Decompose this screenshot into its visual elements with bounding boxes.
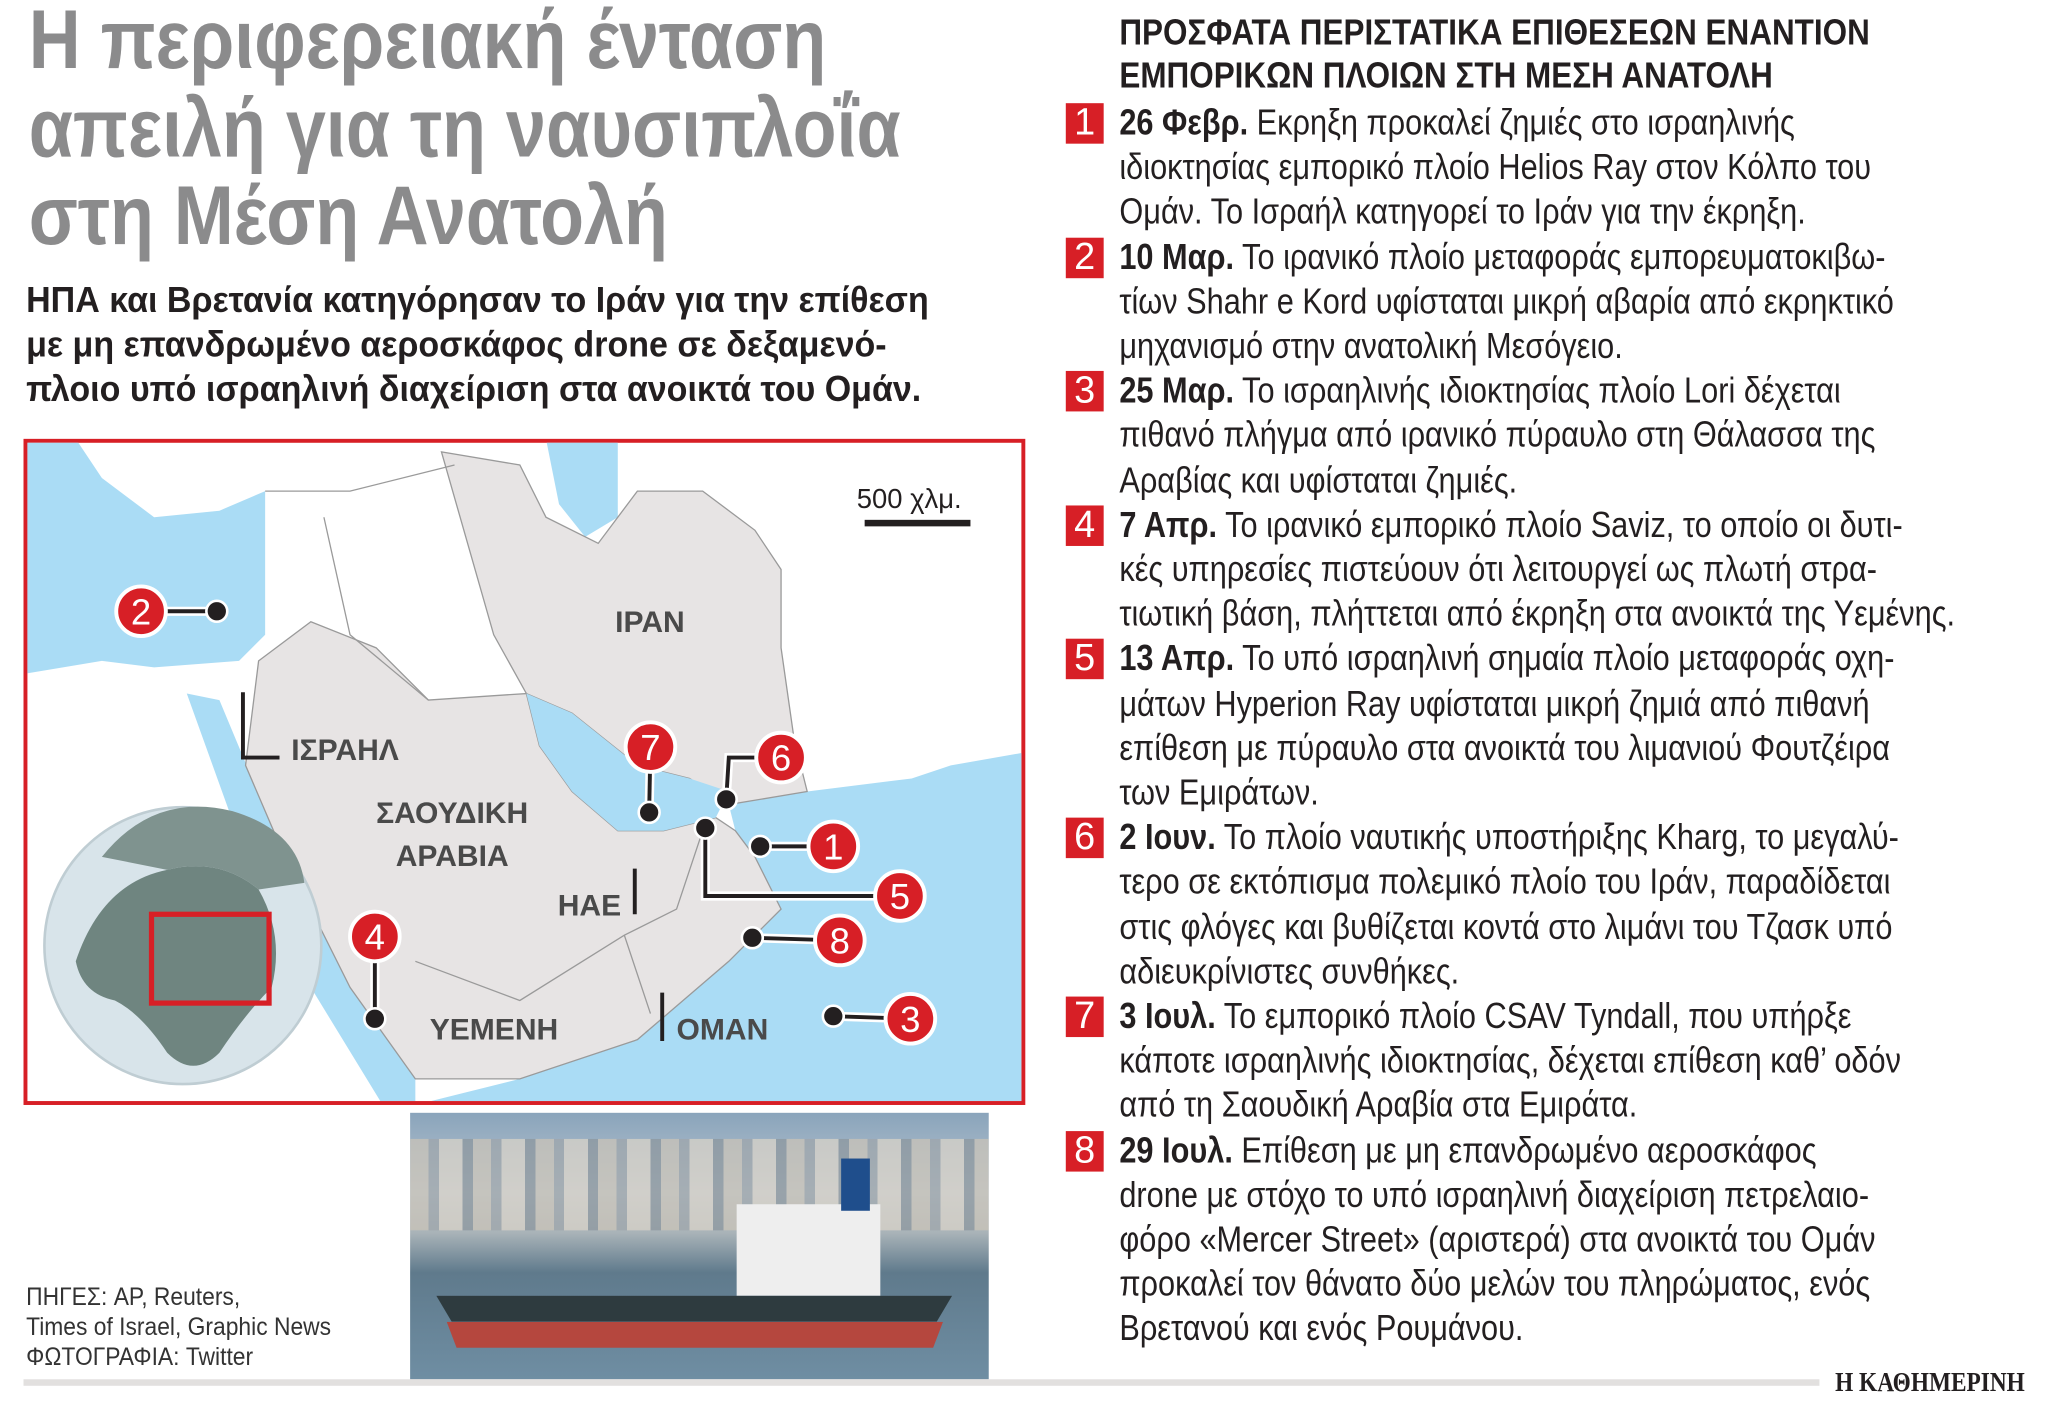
incident-text-line (1119, 281, 2041, 323)
incident-text-line (1119, 1129, 1949, 1171)
incident-text: φόρο «Mercer Street» (αριστερά) στα ανοικτά του Ομάν (1119, 1218, 1876, 1260)
incident-text-line (1119, 1263, 2013, 1305)
scale-bar (865, 520, 971, 527)
incident-text-line (1119, 951, 1524, 993)
incident-text: μηχανισμό στην ανατολική Μεσόγειο. (1119, 325, 1623, 366)
brand-logo: Η ΚΑΘΗΜΕΡΙΝΗ (1835, 1366, 2025, 1398)
incident-text-line (1119, 1040, 2048, 1082)
incident-text: αδιευκρίνιστες συνθήκες. (1119, 950, 1460, 992)
marker-location-dot (639, 802, 660, 823)
incident-text-line (1119, 1085, 1736, 1127)
marker-number: 4 (364, 916, 386, 958)
incident-text-line (1119, 191, 1936, 233)
subtitle-line: με μη επανδρωμένο αεροσκάφος drone σε δεξαμενό- (26, 323, 887, 365)
marker-location-dot (742, 927, 763, 948)
incident-text: Το εμπορικό πλοίο CSAV Tyndall, που υπήρξε (1223, 995, 1852, 1036)
incident-date: 26 Φεβρ. (1119, 101, 1249, 143)
marker-number: 2 (130, 591, 152, 633)
incident-text: τερο σε εκτόπισμα πολεμικό πλοίο του Ιράν, παραδίδεται (1119, 861, 1891, 902)
incident-date: 3 Ιουλ. (1119, 995, 1216, 1036)
incident-text: Αραβίας και υφίσταται ζημιές. (1119, 459, 1518, 500)
marker-location-dot (364, 1008, 385, 1029)
incident-text-line (1119, 593, 2048, 635)
marker-number: 1 (823, 826, 844, 868)
incident-text-line (1119, 1219, 2019, 1261)
marker-location-dot (823, 1006, 844, 1027)
incident-text: πιθανό πλήγμα από ιρανικό πύραυλο στη Θάλασσα της (1119, 414, 1876, 456)
middle-east-map (24, 439, 1026, 1105)
label-oman: ΟΜΑΝ (676, 1013, 769, 1047)
city-skyline (410, 1139, 989, 1230)
marker-number: 3 (900, 998, 921, 1040)
incident-text-line (1119, 1308, 1600, 1350)
incident-date: 10 Μαρ. (1119, 235, 1235, 277)
incident-text: Επίθεση με μη επανδρωμένο αεροσκάφος (1241, 1129, 1817, 1170)
incident-number-badge: 6 (1066, 818, 1104, 858)
ship-hull-top (436, 1296, 952, 1322)
incident-text-line (1119, 236, 2031, 278)
list-heading: ΕΜΠΟΡΙΚΩΝ ΠΛΟΙΩΝ ΣΤΗ ΜΕΣΗ ΑΝΑΤΟΛΗ (1119, 54, 1773, 96)
incident-date: 7 Απρ. (1119, 503, 1218, 545)
incident-text: Βρετανού και ενός Ρουμάνου. (1119, 1307, 1524, 1349)
incident-date: 25 Μαρ. (1119, 369, 1235, 411)
incident-text-line (1119, 102, 1923, 144)
label-saudi-arabia: ΣΑΟΥΔΙΚΗ (376, 796, 529, 830)
headline-line: Η περιφερειακή ένταση (28, 0, 827, 87)
incident-text-line (1119, 147, 2014, 189)
incident-text-line (1119, 861, 2037, 903)
incident-text: επίθεση με πύραυλο στα ανοικτά του λιμανιού Φουτζέιρα (1119, 727, 1891, 768)
incident-text: ιδιοκτησίας εμπορικό πλοίο Helios Ray στον Κόλπο του (1119, 146, 1872, 188)
label-uae: ΗΑΕ (557, 889, 622, 923)
incident-number-badge: 8 (1066, 1131, 1104, 1171)
incident-text: drone με στόχο το υπό ισραηλινή διαχείριση πετρελαιο- (1119, 1173, 1870, 1215)
incident-text-line (1119, 370, 1978, 412)
incident-text-line (1119, 638, 2042, 680)
incident-text: μάτων Hyperion Ray υφίσταται μικρή ζημιά από πιθανή (1119, 682, 1870, 724)
mediterranean-sea (24, 439, 266, 674)
ship-hull-bottom (447, 1322, 943, 1348)
headline-line: απειλή για τη ναυσιπλοΐα (28, 80, 901, 176)
incident-text: τιωτική βάση, πλήττεται από έκρηξη στα ανοικτά της Υεμένης. (1119, 593, 1956, 634)
label-iran: ΙΡΑΝ (615, 606, 685, 640)
incident-text-line (1119, 817, 2047, 859)
photo-credit: ΦΩΤΟΓΡΑΦΙΑ: Twitter (26, 1343, 254, 1372)
incident-text: Εκρηξη προκαλεί ζημιές στο ισραηλινής (1256, 101, 1795, 143)
incident-text-line (1119, 415, 2019, 457)
label-yemen: ΥΕΜΕΝΗ (429, 1013, 559, 1047)
subtitle-line: ΗΠΑ και Βρετανία κατηγόρησαν το Ιράν για την επίθεση (26, 279, 929, 320)
incident-text: κές υπηρεσίες πιστεύουν ότι λειτουργεί ως πλωτή στρα- (1119, 548, 1877, 590)
incident-text: τίων Shahr e Kord υφίσταται μικρή αβαρία από εκρηκτικό (1119, 280, 1894, 322)
sources-line: ΠΗΓΕΣ: AP, Reuters, (26, 1283, 241, 1312)
incident-text: στις φλόγες και βυθίζεται κοντά στο λιμάνι του Τζασκ υπό (1119, 905, 1893, 947)
incident-text: Το ιρανικό εμπορικό πλοίο Saviz, το οποίο οι δυτι- (1225, 503, 1903, 545)
world-globe-inset (44, 807, 321, 1085)
marker-location-dot (716, 789, 737, 810)
marker-location-dot (750, 836, 771, 857)
ship-superstructure (737, 1204, 881, 1295)
incident-text-line (1119, 549, 2021, 591)
marker-number: 8 (829, 920, 851, 962)
mercer-street-photo (410, 1113, 989, 1379)
label-israel: ΙΣΡΑΗΛ (291, 734, 399, 768)
label-saudi-arabia-2: ΑΡΑΒΙΑ (395, 839, 509, 873)
ship-funnel (841, 1159, 870, 1211)
incident-text: των Εμιράτων. (1119, 771, 1319, 813)
incident-text: Ομάν. Το Ισραήλ κατηγορεί το Ιράν για την έκρηξη. (1119, 191, 1806, 232)
incident-text-line (1119, 1174, 2012, 1216)
list-heading: ΠΡΟΣΦΑΤΑ ΠΕΡΙΣΤΑΤΙΚΑ ΕΠΙΘΕΣΕΩΝ ΕΝΑΝΤΙΟΝ (1119, 11, 1870, 53)
marker-number: 5 (889, 876, 911, 918)
incident-text-line (1119, 459, 1593, 501)
footer-rule (24, 1379, 1820, 1386)
headline-line: στη Μέση Ανατολή (28, 168, 668, 263)
marker-location-dot (206, 601, 227, 622)
incident-text-line (1119, 772, 1356, 814)
incident-number-badge: 1 (1066, 103, 1104, 143)
subtitle-line: πλοιο υπό ισραηλινή διαχείριση στα ανοικτά του Ομάν. (26, 368, 922, 409)
incident-text: κάποτε ισραηλινής ιδιοκτησίας, δέχεται επίθεση καθ’ οδόν (1119, 1039, 1901, 1081)
incident-number-badge: 5 (1066, 639, 1104, 679)
incident-text-line (1119, 995, 1991, 1037)
sources-line: Times of Israel, Graphic News (26, 1313, 332, 1342)
incident-text: Το ισραηλινής ιδιοκτησίας πλοίο Lori δέχεται (1242, 369, 1841, 411)
incident-text-line (1119, 683, 2012, 725)
incident-text: Το πλοίο ναυτικής υποστήριξης Kharg, το μεγαλύ- (1223, 816, 1899, 858)
incident-text-line (1119, 504, 2048, 546)
incident-number-badge: 3 (1066, 371, 1104, 411)
incident-text: προκαλεί τον θάνατο δύο μελών του πληρώματος, ενός (1119, 1263, 1871, 1304)
incident-text-line (1119, 906, 2039, 948)
marker-location-dot (695, 818, 716, 839)
incident-text: Το υπό ισραηλινή σημαία πλοίο μεταφοράς οχη- (1242, 637, 1895, 679)
marker-number: 6 (770, 737, 792, 779)
incident-date: 13 Απρ. (1119, 637, 1235, 679)
incident-number-badge: 7 (1066, 997, 1104, 1037)
incident-date: 29 Ιουλ. (1119, 1129, 1233, 1170)
incident-text: Το ιρανικό πλοίο μεταφοράς εμπορευματοκιβω- (1242, 235, 1886, 277)
incident-date: 2 Ιουν. (1119, 816, 1216, 858)
incident-number-badge: 4 (1066, 505, 1104, 545)
incident-number-badge: 2 (1066, 237, 1104, 277)
incident-text-line (1119, 727, 2036, 769)
incident-text-line (1119, 325, 1718, 367)
incident-text: από τη Σαουδική Αραβία στα Εμιράτα. (1119, 1084, 1638, 1126)
marker-number: 7 (640, 727, 661, 769)
scale-label: 500 χλμ. (856, 483, 962, 515)
